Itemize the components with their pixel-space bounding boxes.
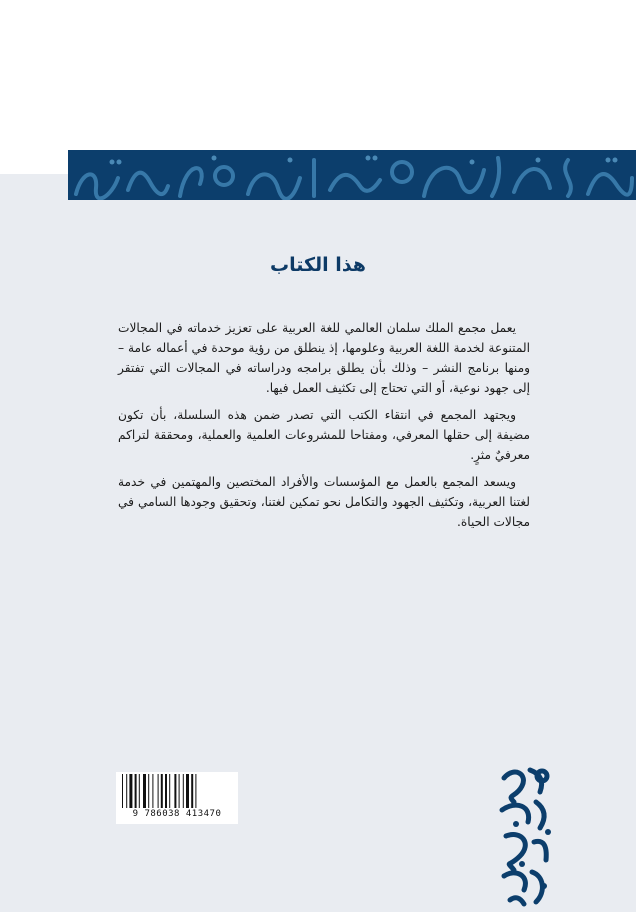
barcode-bar	[169, 774, 170, 808]
isbn-barcode	[116, 772, 238, 824]
barcode-bar	[152, 774, 153, 808]
barcode-bar	[191, 774, 193, 808]
barcode-bars	[116, 772, 238, 812]
barcode-bar	[195, 774, 196, 808]
barcode-bar	[143, 774, 146, 808]
barcode-bar	[174, 774, 176, 808]
barcode-bar	[161, 774, 163, 808]
paragraph-1: يعمل مجمع الملك سلمان العالمي للغة العربية على تعزيز خدماته في المجالات المتنوعة لخدمة اللغة العربية وعلومها، إذ ينطلق من رؤية موحدة في أعماله عامة – ومنها برنامج النشر – وذلك بأن يطلق برامجه ودراساته في المجالات التي تفتقر إلى جهود نوعية، أو التي تحتاج إلى تكثيف العمل فيها.	[118, 321, 530, 395]
barcode-bar	[165, 774, 167, 808]
barcode-bar	[179, 774, 180, 808]
paragraph-3: ويسعد المجمع بالعمل مع المؤسسات والأفراد المختصين والمهتمين في خدمة لغتنا العربية، وتكثيف الجهود والتكامل نحو تمكين لغتنا، وتحقيق وجودها السامي في مجالات الحياة.	[118, 475, 530, 529]
page-edge	[0, 150, 68, 174]
calligraphy-pattern	[68, 150, 636, 200]
barcode-bar	[186, 774, 189, 808]
barcode-bar	[148, 774, 149, 808]
page-title: هذا الكتاب	[270, 254, 366, 276]
barcode-bar	[129, 774, 132, 808]
book-description	[118, 318, 530, 539]
academy-logo-icon	[496, 764, 558, 908]
barcode-bar	[183, 774, 184, 808]
barcode-bar	[126, 774, 127, 808]
top-white-area	[0, 0, 636, 150]
calligraphy-banner	[68, 150, 636, 200]
barcode-bar	[139, 774, 140, 808]
barcode-bar	[135, 774, 137, 808]
paragraph-2: ويجتهد المجمع في انتقاء الكتب التي تصدر ضمن هذه السلسلة، بأن تكون مضيفة إلى حقلها المعرفي، ومفتاحا للمشروعات العلمية والعملية، ومحققة لتراكم معرفيٌ مثرٍ.	[118, 408, 530, 462]
barcode-bar	[158, 774, 159, 808]
isbn-number: 9 786038 413470	[116, 809, 238, 819]
barcode-bar	[122, 774, 123, 808]
